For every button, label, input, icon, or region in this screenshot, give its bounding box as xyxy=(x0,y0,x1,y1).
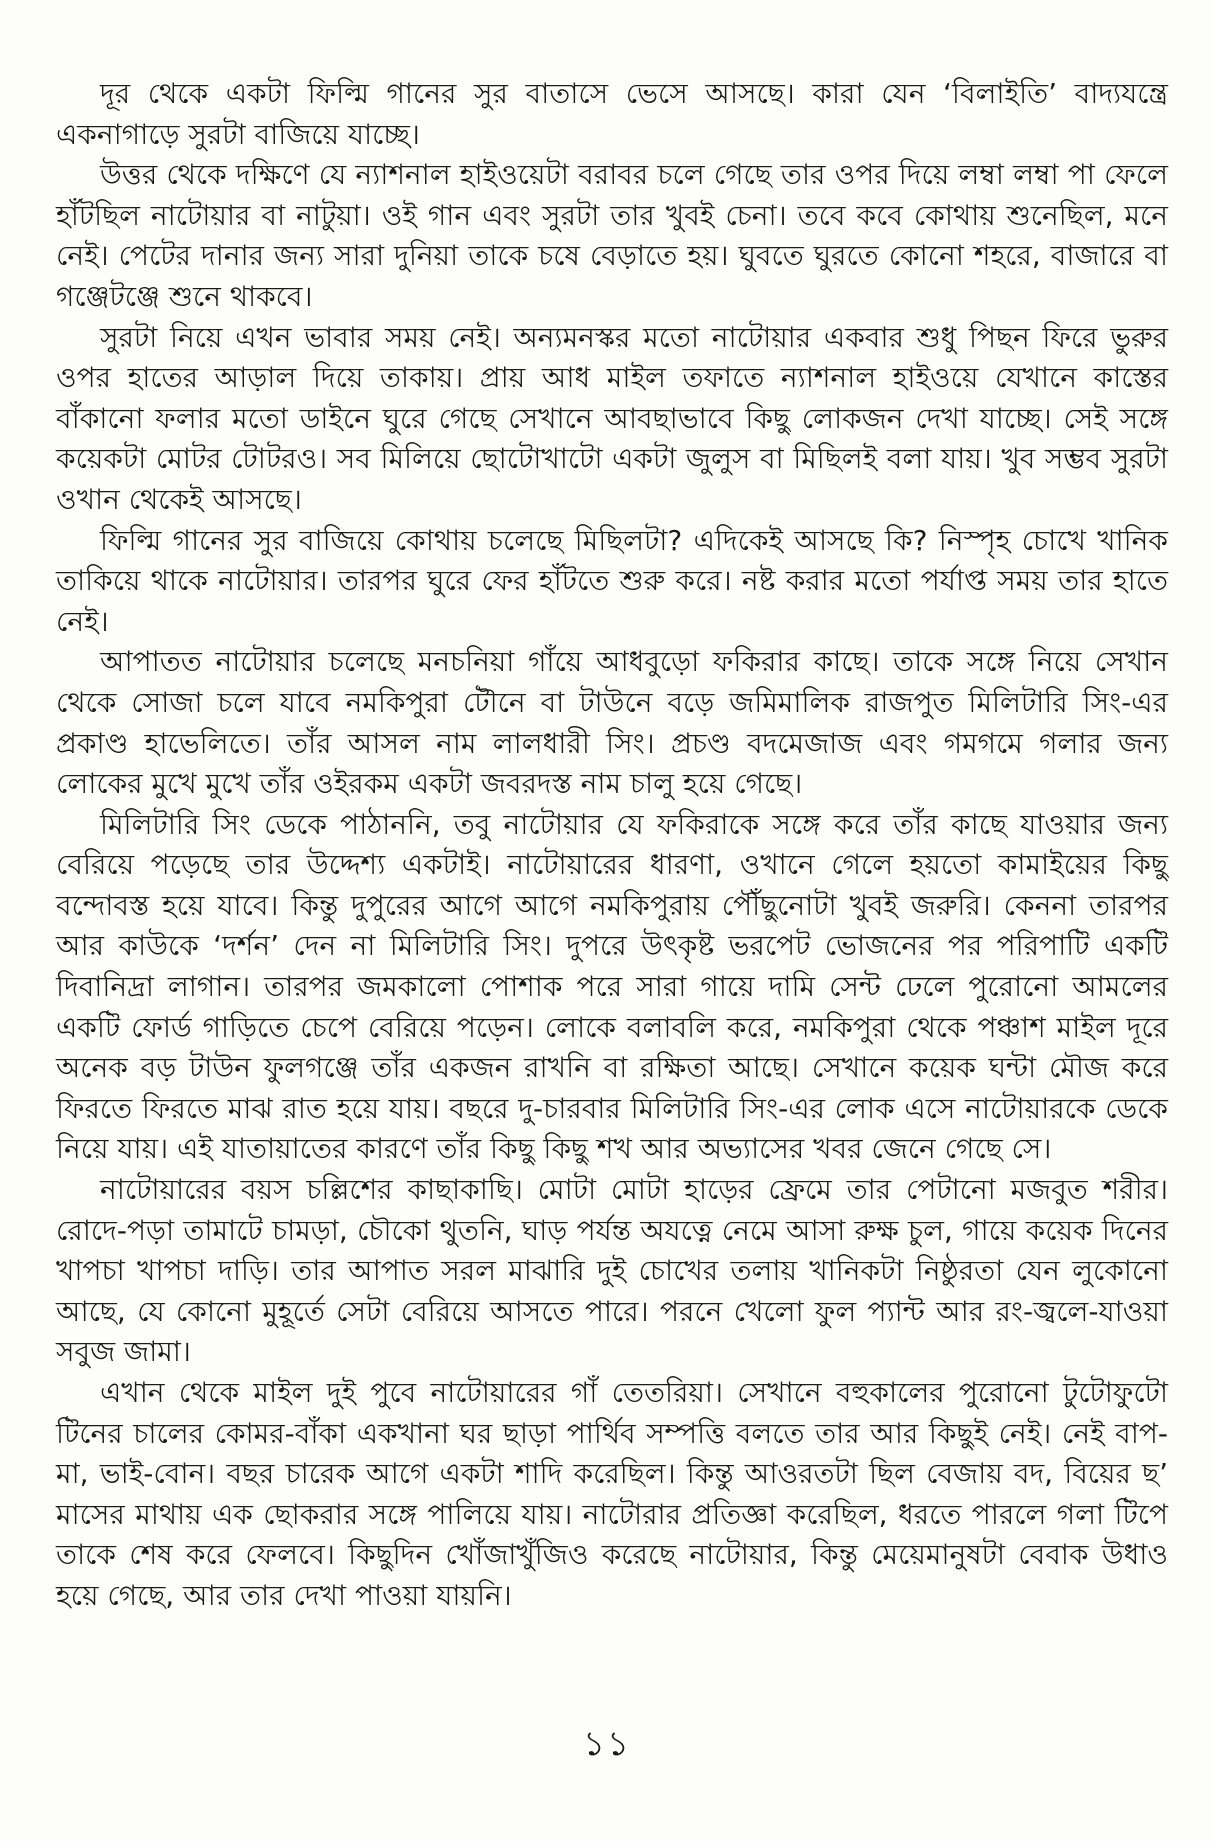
paragraph-5: আপাতত নাটোয়ার চলেছে মনচনিয়া গাঁয়ে আধবুড়ো ফকিরার কাছে। তাকে সঙ্গে নিয়ে সেখান থেকে সোজা চলে যাবে নমকিপুরা টৌনে বা টাউনে বড়ে জমিমালিক রাজপুত মিলিটারি সিং-এর প্রকাণ্ড হাভেলিতে। তাঁর আসল নাম লালধারী সিং। প্রচণ্ড বদমেজাজ এবং গমগমে গলার জন্য লোকের মুখে মুখে তাঁর ওইরকম একটা জবরদস্ত নাম চালু হয়ে গেছে। xyxy=(56,645,1168,801)
paragraph-8: এখান থেকে মাইল দুই পুবে নাটোয়ারের গাঁ তেতরিয়া। সেখানে বহুকালের পুরোনো টুটোফুটো টিনের চালের কোমর-বাঁকা একখানা ঘর ছাড়া পার্থিব সম্পত্তি বলতে তার আর কিছুই নেই। নেই বাপ-মা, ভাই-বোন। বছর চারেক আগে একটা শাদি করেছিল। কিন্তু আওরতটা ছিল বেজায় বদ, বিয়ের ছ’ মাসের মাথায় এক ছোকরার সঙ্গে পালিয়ে যায়। নাটোরার প্রতিজ্ঞা করেছিল, ধরতে পারলে গলা টিপে তাকে শেষ করে ফেলবে। কিছুদিন খোঁজাখুঁজিও করেছে নাটোয়ার, কিন্তু মেয়েমানুষটা বেবাক উধাও হয়ে গেছে, আর তার দেখা পাওয়া যায়নি। xyxy=(56,1376,1168,1612)
paragraph-1: দূর থেকে একটা ফিল্মি গানের সুর বাতাসে ভেসে আসছে। কারা যেন ‘বিলাইতি’ বাদ্যযন্ত্রে একনাগাড়ে সুরটা বাজিয়ে যাচ্ছে। xyxy=(56,77,1168,151)
body-text xyxy=(56,74,1168,1617)
page-number: ১১ xyxy=(582,1724,632,1764)
paragraph-6: মিলিটারি সিং ডেকে পাঠাননি, তবু নাটোয়ার যে ফকিরাকে সঙ্গে করে তাঁর কাছে যাওয়ার জন্য বেরিয়ে পড়েছে তার উদ্দেশ্য একটাই। নাটোয়ারের ধারণা, ওখানে গেলে হয়তো কামাইয়ের কিছু বন্দোবস্ত হয়ে যাবে। কিন্তু দুপুরের আগে আগে নমকিপুরায় পৌঁছুনোটা খুবই জরুরি। কেননা তারপর আর কাউকে ‘দর্শন’ দেন না মিলিটারি সিং। দুপরে উৎকৃষ্ট ভরপেট ভোজনের পর পরিপাটি একটি দিবানিদ্রা লাগান। তারপর জমকালো পোশাক পরে সারা গায়ে দামি সেন্ট ঢেলে পুরোনো আমলের একটি ফোর্ড গাড়িতে চেপে বেরিয়ে পড়েন। লোকে বলাবলি করে, নমকিপুরা থেকে পঞ্চাশ মাইল দূরে অনেক বড় টাউন ফুলগঞ্জে তাঁর একজন রাখনি বা রক্ষিতা আছে। সেখানে কয়েক ঘন্টা মৌজ করে ফিরতে ফিরতে মাঝ রাত হয়ে যায়। বছরে দু-চারবার মিলিটারি সিং-এর লোক এসে নাটোয়ারকে ডেকে নিয়ে যায়। এই যাতায়াতের কারণে তাঁর কিছু কিছু শখ আর অভ্যাসের খবর জেনে গেছে সে। xyxy=(56,807,1168,1166)
paragraph-2: উত্তর থেকে দক্ষিণে যে ন্যাশনাল হাইওয়েটা বরাবর চলে গেছে তার ওপর দিয়ে লম্বা লম্বা পা ফেলে হাঁটছিল নাটোয়ার বা নাটুয়া। ওই গান এবং সুরটা তার খুবই চেনা। তবে কবে কোথায় শুনেছিল, মনে নেই। পেটের দানার জন্য সারা দুনিয়া তাকে চষে বেড়াতে হয়। ঘুবতে ঘুরতে কোনো শহরে, বাজারে বা গঞ্জেটঞ্জে শুনে থাকবে। xyxy=(56,158,1168,313)
paragraph-7: নাটোয়ারের বয়স চল্লিশের কাছাকাছি। মোটা মোটা হাড়ের ফ্রেমে তার পেটানো মজবুত শরীর। রোদে-পড়া তামাটে চামড়া, চৌকো থুতনি, ঘাড় পর্যন্ত অযত্নে নেমে আসা রুক্ষ চুল, গায়ে কয়েক দিনের খাপচা খাপচা দাড়ি। তার আপাত সরল মাঝারি দুই চোখের তলায় খানিকটা নিষ্ঠুরতা যেন লুকোনো আছে, যে কোনো মুহূর্তে সেটা বেরিয়ে আসতে পারে। পরনে খেলো ফুল প্যান্ট আর রং-জ্বলে-যাওয়া সবুজ জামা। xyxy=(56,1173,1168,1369)
paragraph-4: ফিল্মি গানের সুর বাজিয়ে কোথায় চলেছে মিছিলটা? এদিকেই আসছে কি? নিস্পৃহ চোখে খানিক তাকিয়ে থাকে নাটোয়ার। তারপর ঘুরে ফের হাঁটতে শুরু করে। নষ্ট করার মতো পর্যাপ্ত সময় তার হাতে নেই। xyxy=(56,523,1168,638)
paragraph-3: সুরটা নিয়ে এখন ভাবার সময় নেই। অন্যমনস্কর মতো নাটোয়ার একবার শুধু পিছন ফিরে ভুরুর ওপর হাতের আড়াল দিয়ে তাকায়। প্রায় আধ মাইল তফাতে ন্যাশনাল হাইওয়ে যেখানে কাস্তের বাঁকানো ফলার মতো ডাইনে ঘুরে গেছে সেখানে আবছাভাবে কিছু লোকজন দেখা যাচ্ছে। সেই সঙ্গে কয়েকটা মোটর টোটরও। সব মিলিয়ে ছোটোখাটো একটা জুলুস বা মিছিলই বলা যায়। খুব সম্ভব সুরটা ওখান থেকেই আসছে। xyxy=(56,320,1168,516)
